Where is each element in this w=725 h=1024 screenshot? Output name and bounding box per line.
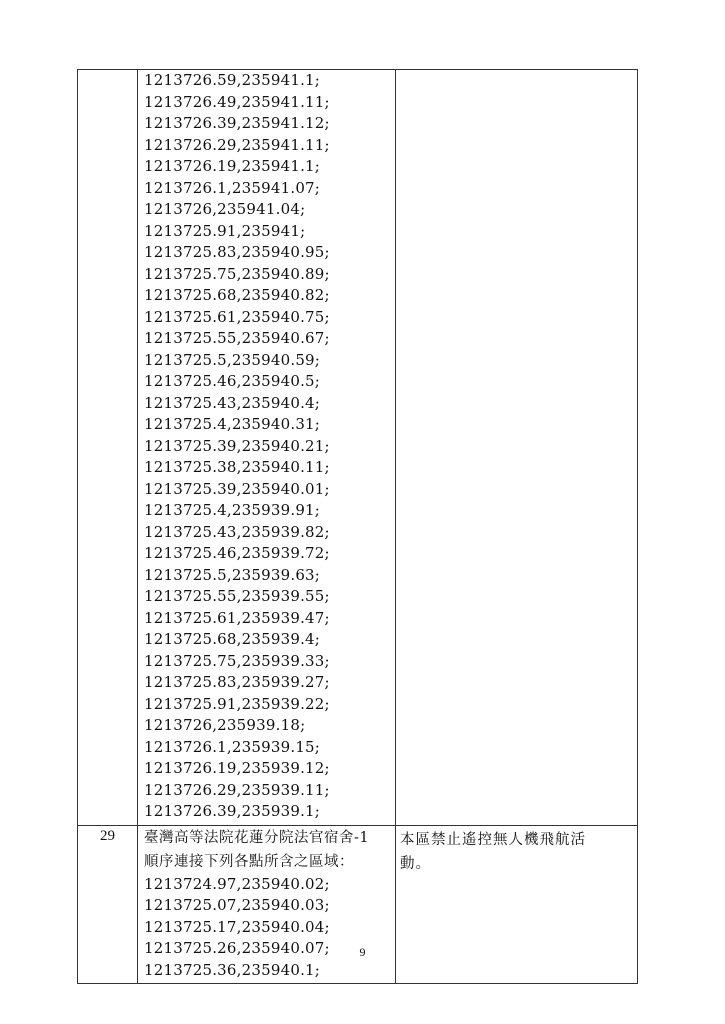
row-number-cell	[78, 70, 138, 826]
coordinate-point: 1213725.46,235940.5;	[144, 372, 321, 390]
coordinate-point: 1213725.43,235939.82;	[144, 522, 330, 541]
area-title: 臺灣高等法院花蓮分院法官宿舍-1	[144, 829, 370, 846]
coordinate-point: 1213725.91,235939.22;	[144, 694, 330, 713]
coordinate-list	[144, 874, 395, 982]
coordinate-point: 1213726.59,235941.1;	[144, 71, 321, 89]
page-number: 9	[359, 945, 366, 959]
coordinate-point: 1213726.1,235941.07;	[144, 178, 321, 197]
coordinate-point: 1213725.4,235940.31;	[144, 415, 321, 433]
coordinate-point: 1213725.55,235940.67;	[144, 329, 330, 347]
area-description: 順序連接下列各點所含之區域：	[144, 853, 354, 870]
area-coords-cell	[138, 70, 396, 826]
coordinate-point: 1213725.91,235941;	[144, 221, 306, 240]
coordinate-point: 1213726.1,235939.15;	[144, 737, 321, 756]
note-text-line: 本區禁止遙控無人機飛航活	[400, 831, 586, 848]
coordinate-point: 1213725.36,235940.1;	[144, 960, 321, 979]
table-row	[78, 70, 638, 826]
coordinate-point: 1213725.46,235939.72;	[144, 544, 330, 562]
drone-zone-table	[77, 69, 638, 984]
coordinate-point: 1213726,235939.18;	[144, 716, 306, 734]
coordinate-point: 1213726.29,235939.11;	[144, 780, 330, 799]
coordinate-point: 1213725.68,235939.4;	[144, 630, 321, 648]
coordinate-point: 1213725.75,235939.33;	[144, 651, 330, 670]
coordinate-point: 1213725.61,235940.75;	[144, 307, 330, 326]
coordinate-point: 1213724.97,235940.02;	[144, 874, 330, 893]
coordinate-point: 1213725.26,235940.07;	[144, 939, 330, 957]
coordinate-point: 1213725.5,235939.63;	[144, 565, 321, 584]
coordinate-point: 1213725.43,235940.4;	[144, 393, 321, 412]
coordinate-point: 1213725.68,235940.82;	[144, 286, 330, 304]
coordinate-point: 1213725.38,235940.11;	[144, 458, 330, 476]
coordinate-point: 1213726.39,235939.1;	[144, 802, 321, 820]
coordinate-point: 1213726,235941.04;	[144, 200, 306, 218]
row-number: 29	[100, 827, 115, 844]
coordinate-point: 1213725.61,235939.47;	[144, 608, 330, 627]
coordinate-point: 1213725.55,235939.55;	[144, 587, 330, 605]
coordinate-point: 1213726.49,235941.11;	[144, 92, 330, 111]
coordinate-point: 1213726.19,235939.12;	[144, 759, 330, 777]
coordinate-list	[144, 70, 395, 823]
coordinate-point: 1213725.39,235940.01;	[144, 479, 330, 498]
note-text-line: 動。	[400, 855, 431, 872]
coordinate-point: 1213725.39,235940.21;	[144, 436, 330, 455]
coordinate-point: 1213725.07,235940.03;	[144, 896, 330, 914]
coordinate-point: 1213726.39,235941.12;	[144, 114, 330, 132]
coordinate-point: 1213725.4,235939.91;	[144, 501, 321, 519]
coordinate-point: 1213725.17,235940.04;	[144, 917, 330, 936]
coordinate-point: 1213726.29,235941.11;	[144, 135, 330, 154]
coordinate-point: 1213725.75,235940.89;	[144, 264, 330, 283]
note-cell	[396, 70, 638, 826]
coordinate-point: 1213725.83,235940.95;	[144, 243, 330, 261]
coordinate-point: 1213725.83,235939.27;	[144, 673, 330, 691]
coordinate-point: 1213725.5,235940.59;	[144, 350, 321, 369]
coordinate-point: 1213726.19,235941.1;	[144, 157, 321, 175]
